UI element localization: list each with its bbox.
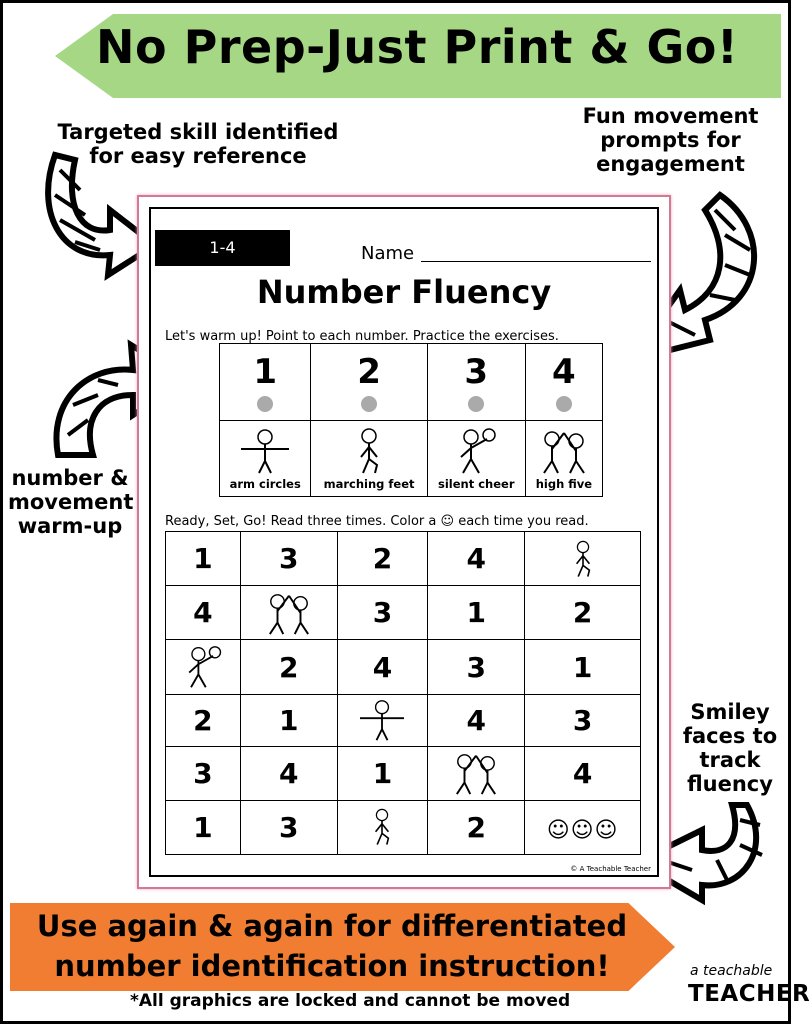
smiley-faces-icon[interactable]: ☺☺☺ [546, 817, 619, 843]
grid-cell: 4 [525, 746, 641, 800]
warmup-movement-cell [311, 421, 427, 497]
grid-cell: 2 [166, 694, 241, 746]
warmup-movement-cell [525, 421, 602, 497]
callout-warmup: number & movement warm-up [8, 466, 134, 538]
grid-cell: 2 [525, 586, 641, 640]
worksheet [137, 195, 671, 889]
grid-cell: 3 [525, 694, 641, 746]
warmup-number: 4 [552, 352, 576, 392]
marching-figure-icon [567, 536, 599, 582]
grid-cell: 1 [428, 586, 525, 640]
grid-cell: 2 [428, 800, 525, 854]
grid-cell: 4 [337, 640, 428, 694]
arm-circles-figure-icon [235, 427, 295, 475]
grid-cell: 3 [166, 746, 241, 800]
logo-small-text: a teachable [690, 963, 773, 979]
fluency-grid [165, 531, 641, 855]
grid-cell: 4 [428, 694, 525, 746]
dot-icon [361, 396, 377, 412]
warmup-movement-cell [427, 421, 525, 497]
worksheet-title: Number Fluency [256, 273, 552, 311]
worksheet-inner-border [149, 207, 659, 877]
grid-cell: 2 [240, 640, 337, 694]
warmup-number: 2 [357, 352, 381, 392]
dot-icon [556, 396, 572, 412]
smiley-faces-cell[interactable] [525, 800, 641, 854]
grid-cell: 3 [428, 640, 525, 694]
dot-icon [468, 396, 484, 412]
top-banner-text: No Prep-Just Print & Go! [96, 20, 739, 74]
grid-cell: 4 [240, 746, 337, 800]
grid-cell-figure [240, 586, 337, 640]
bottom-banner-line2: number identification instruction! [54, 949, 610, 983]
callout-movement: Fun movement prompts for engagement [582, 104, 759, 176]
grid-cell: 1 [166, 532, 241, 586]
warmup-caption: arm circles [229, 476, 301, 491]
skill-tag: 1-4 [155, 230, 290, 266]
warmup-number-cell [427, 344, 525, 421]
warmup-caption: silent cheer [438, 476, 515, 491]
bottom-banner-line1: Use again & again for differentiated [36, 909, 628, 943]
copyright: © A Teachable Teacher [570, 865, 651, 873]
grid-cell: 3 [240, 532, 337, 586]
grid-cell: 4 [166, 586, 241, 640]
grid-cell: 1 [240, 694, 337, 746]
callout-smiley: Smiley faces to track fluency [682, 700, 778, 796]
cheer-figure-icon [180, 644, 226, 690]
warmup-number-cell [525, 344, 602, 421]
grid-cell: 1 [337, 746, 428, 800]
marching-figure-icon [349, 427, 389, 475]
warmup-number: 3 [464, 352, 489, 392]
marching-figure-icon [366, 804, 398, 850]
grid-cell: 2 [337, 532, 428, 586]
callout-skill: Targeted skill identified for easy reference [57, 120, 339, 168]
grid-cell-figure [337, 694, 428, 746]
warmup-caption: marching feet [323, 476, 415, 491]
grid-cell-figure [166, 640, 241, 694]
grid-cell: 1 [525, 640, 641, 694]
warmup-movement-cell [220, 421, 311, 497]
instruction-fluency: Ready, Set, Go! Read three times. Color a ☺ each time you read. [165, 514, 589, 529]
high-five-figure-icon [259, 590, 319, 636]
name-line [421, 261, 651, 262]
dot-icon [257, 396, 273, 412]
grid-cell: 3 [337, 586, 428, 640]
warmup-table [219, 343, 603, 497]
name-label: Name [361, 243, 415, 264]
warmup-number: 1 [253, 352, 278, 392]
grid-cell-figure [428, 746, 525, 800]
warmup-caption: high five [535, 476, 593, 491]
grid-cell: 4 [428, 532, 525, 586]
high-five-figure-icon [534, 427, 594, 475]
warmup-number-cell [311, 344, 427, 421]
grid-cell-figure [525, 532, 641, 586]
instruction-warmup: Let's warm up! Point to each number. Practice the exercises. [165, 329, 559, 344]
grid-cell: 3 [240, 800, 337, 854]
warmup-number-cell [220, 344, 311, 421]
bottom-banner-text [22, 906, 642, 986]
logo-big-text: TEACHER [688, 981, 810, 1007]
cheer-figure-icon [451, 427, 501, 475]
high-five-figure-icon [446, 750, 506, 796]
grid-cell-figure [337, 800, 428, 854]
footnote: *All graphics are locked and cannot be moved [130, 991, 571, 1011]
arm-circles-figure-icon [354, 698, 410, 742]
grid-cell: 1 [166, 800, 241, 854]
